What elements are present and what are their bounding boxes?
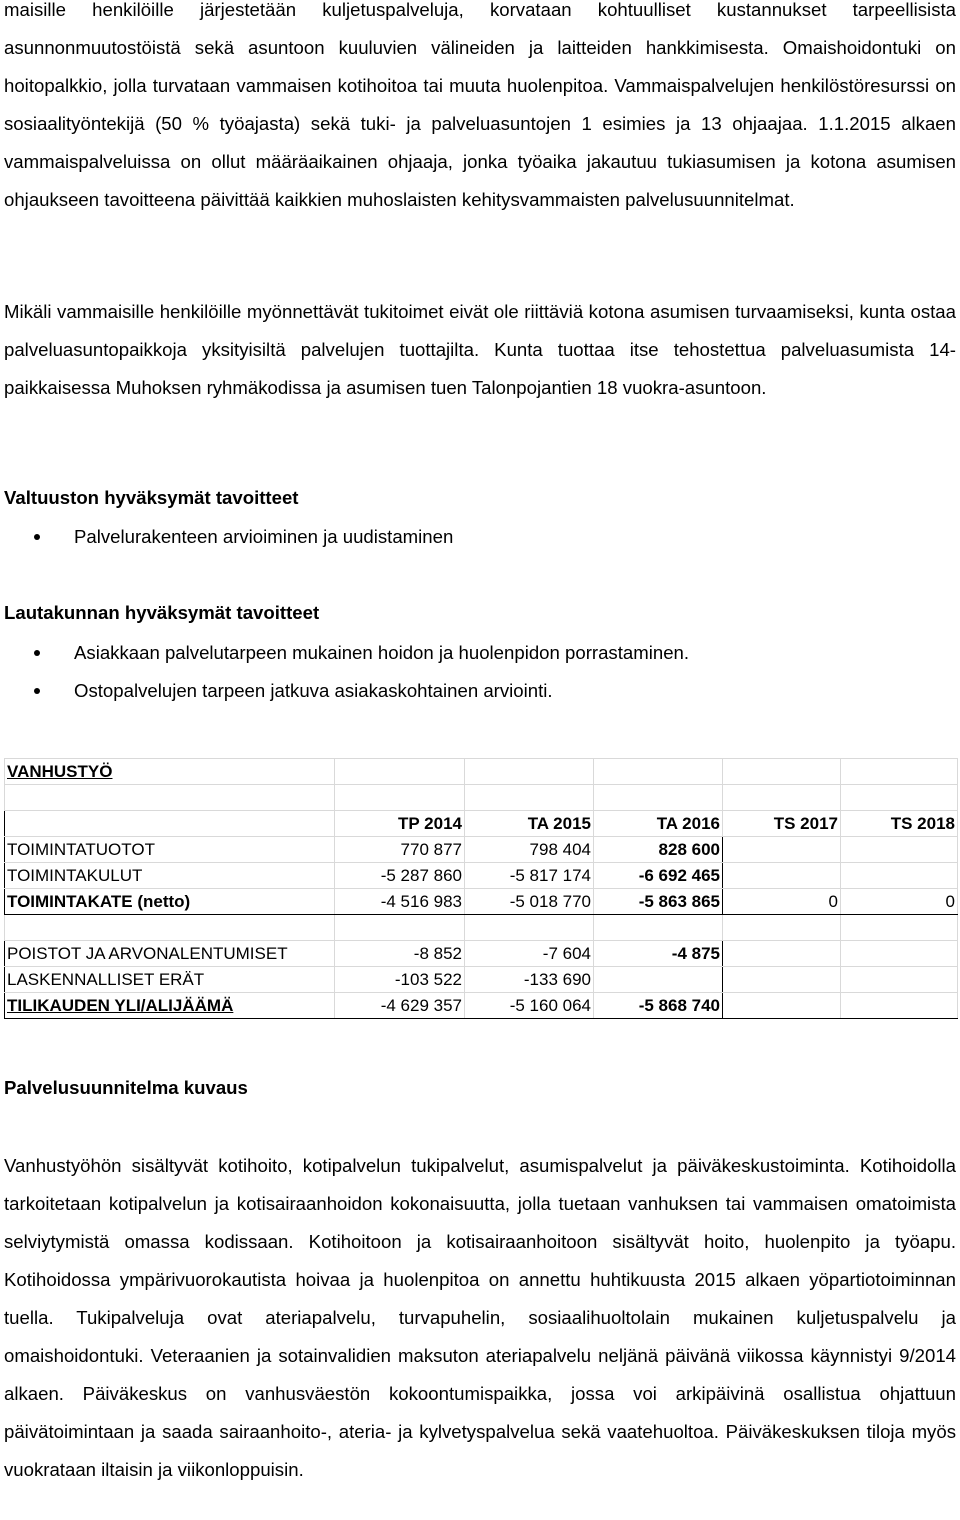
table-header-row	[5, 811, 958, 837]
row-label: TILIKAUDEN YLI/ALIJÄÄMÄ	[5, 993, 335, 1019]
col-header-ta2015: TA 2015	[465, 811, 594, 837]
bullet-icon	[34, 688, 40, 694]
financial-table-vanhustyo	[4, 758, 958, 1019]
table-row: TILIKAUDEN YLI/ALIJÄÄMÄ -4 629 357 -5 160 064 -5 868 740	[5, 993, 958, 1019]
table-row: POISTOT JA ARVONALENTUMISET -8 852 -7 604 -4 875	[5, 941, 958, 967]
row-label: TOIMINTATUOTOT	[5, 837, 335, 863]
bullet-icon	[34, 650, 40, 656]
row-label: LASKENNALLISET ERÄT	[5, 967, 335, 993]
table-spacer-row	[5, 785, 958, 811]
table-row: LASKENNALLISET ERÄT -103 522 -133 690	[5, 967, 958, 993]
bullet-icon	[34, 534, 40, 540]
row-label: POISTOT JA ARVONALENTUMISET	[5, 941, 335, 967]
list-item: Ostopalvelujen tarpeen jatkuva asiakaskohtainen arviointi.	[4, 672, 689, 710]
heading-valtuusto-tavoitteet: Valtuuston hyväksymät tavoitteet	[4, 487, 299, 508]
row-label: TOIMINTAKULUT	[5, 863, 335, 889]
paragraph-palveluasuminen: Mikäli vammaisille henkilöille myönnettävät tukitoimet eivät ole riittäviä kotona asumisen turvaamiseksi, kunta ostaa palveluasuntopaikkoja yksityisiltä palvelujen tuottajilta. Kunta tuottaa itse tehostettua palveluasumista 14-paikkaisessa Muhoksen ryhmäkodissa ja asumisen tuen Talonpojantien 18 vuokra-asuntoon.	[4, 301, 956, 398]
list-item: Palvelurakenteen arvioiminen ja uudistaminen	[4, 518, 453, 556]
table-spacer-row	[5, 915, 958, 941]
paragraph-vammaispalvelut: maisille henkilöille järjestetään kuljetuspalveluja, korvataan kohtuulliset kustannukset tarpeellisista asunnonmuutostöistä sekä asuntoon kuuluvien välineiden ja laitteiden hankkimisesta. Omaishoidontuki on hoitopalkkio, jolla turvataan vammaisen kotihoitoa tai muuta huolenpitoa. Vammaispalvelujen henkilöstöresurssi on sosiaalityöntekijä (50 % työajasta) sekä tuki- ja palveluasuntojen 1 esimies ja 13 ohjaajaa. 1.1.2015 alkaen vammaispalveluissa on ollut määräaikainen ohjaaja, jonka työaika jakautuu tukiasumisen ja kotona asumisen ohjaukseen tavoitteena päivittää kaikkien muhoslaisten kehitysvammaisten palvelusuunnitelmat.	[4, 0, 956, 210]
col-header-ta2016: TA 2016	[594, 811, 723, 837]
col-header-ts2018: TS 2018	[841, 811, 958, 837]
table-row: TOIMINTAKULUT -5 287 860 -5 817 174 -6 692 465	[5, 863, 958, 889]
heading-palvelusuunnitelma-kuvaus: Palvelusuunnitelma kuvaus	[4, 1077, 248, 1098]
col-header-tp2014: TP 2014	[335, 811, 465, 837]
list-item: Asiakkaan palvelutarpeen mukainen hoidon ja huolenpidon porrastaminen.	[4, 634, 689, 672]
col-header-ts2017: TS 2017	[723, 811, 841, 837]
table-title-row	[5, 759, 958, 785]
table-row: TOIMINTAKATE (netto) -4 516 983 -5 018 770 -5 863 865 0 0	[5, 889, 958, 915]
valtuusto-goals-list	[4, 518, 453, 556]
heading-lautakunta-tavoitteet: Lautakunnan hyväksymät tavoitteet	[4, 602, 320, 623]
table-row: TOIMINTATUOTOT 770 877 798 404 828 600	[5, 837, 958, 863]
lautakunta-goals-list	[4, 634, 689, 710]
row-label: TOIMINTAKATE (netto)	[5, 889, 335, 915]
paragraph-vanhustyo-kuvaus: Vanhustyöhön sisältyvät kotihoito, kotipalvelun tukipalvelut, asumispalvelut ja päiväkeskustoiminta. Kotihoidolla tarkoitetaan kotipalvelun ja kotisairaanhoidon kokonaisuutta, jolla tuetaan vanhuksen tai vammaisen omatoimista selviytymistä omassa kodissaan. Kotihoitoon ja kotisairaanhoitoon sisältyvät hoito, huolenpito ja työapu. Kotihoidossa ympärivuorokautista hoivaa ja huolenpitoa on annettu huhtikuusta 2015 alkaen yöpartiotoiminnan tuella. Tukipalveluja ovat ateriapalvelu, turvapuhelin, sosiaalihuoltolain mukainen kuljetuspalvelu ja omaishoidontuki. Veteraanien ja sotainvalidien maksuton ateriapalvelu neljänä päivänä viikossa käynnistyi 9/2014 alkaen. Päiväkeskus on vanhusväestön kokoontumispaikka, jossa voi arkipäivinä osallistua ohjattuun päivätoimintaan ja saada sairaanhoito-, ateria- ja kylvetyspalvelua sekä vaatehuoltoa. Päiväkeskuksen tiloja myös vuokrataan iltaisin ja viikonloppuisin.	[4, 1155, 956, 1480]
table-title: VANHUSTYÖ	[5, 759, 335, 785]
